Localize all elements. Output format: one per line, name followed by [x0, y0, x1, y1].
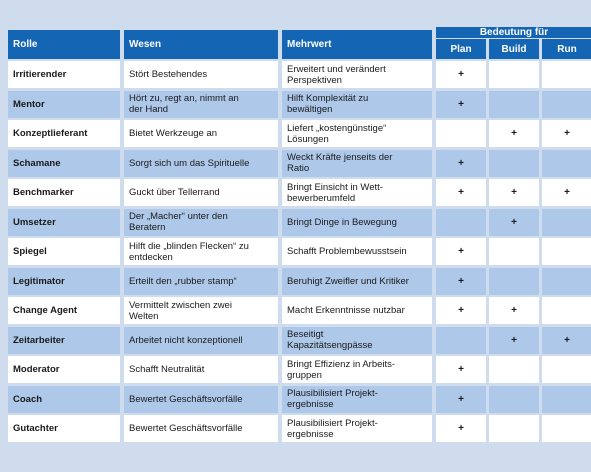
header-wesen: Wesen: [124, 30, 278, 59]
cell-plan-mark: +: [436, 91, 486, 118]
cell-rolle: Konzeptlieferant: [8, 120, 120, 147]
cell-build-mark: [489, 150, 539, 177]
cell-build-mark: +: [489, 327, 539, 354]
cell-build-mark: [489, 386, 539, 413]
header-plan: Plan: [436, 39, 486, 59]
cell-run-mark: [542, 415, 591, 442]
cell-plan-mark: +: [436, 386, 486, 413]
cell-plan-mark: +: [436, 356, 486, 383]
cell-plan-mark: +: [436, 179, 486, 206]
cell-rolle: Schamane: [8, 150, 120, 177]
cell-build-mark: +: [489, 120, 539, 147]
cell-rolle: Change Agent: [8, 297, 120, 324]
cell-build-mark: +: [489, 179, 539, 206]
cell-mehrwert: Bringt Einsicht in Wett- bewerberumfeld: [282, 179, 432, 206]
cell-rolle: Coach: [8, 386, 120, 413]
header-bedeutung: Bedeutung für: [436, 27, 591, 38]
cell-rolle: Zeitarbeiter: [8, 327, 120, 354]
cell-build-mark: [489, 61, 539, 88]
header-build: Build: [489, 39, 539, 59]
cell-plan-mark: [436, 120, 486, 147]
header-run: Run: [542, 39, 591, 59]
cell-wesen: Stört Bestehendes: [124, 61, 278, 88]
cell-rolle: Spiegel: [8, 238, 120, 265]
cell-rolle: Benchmarker: [8, 179, 120, 206]
cell-rolle: Legitimator: [8, 268, 120, 295]
cell-run-mark: [542, 238, 591, 265]
cell-mehrwert: Weckt Kräfte jenseits der Ratio: [282, 150, 432, 177]
cell-run-mark: +: [542, 327, 591, 354]
cell-mehrwert: Hilft Komplexität zu bewältigen: [282, 91, 432, 118]
cell-plan-mark: +: [436, 297, 486, 324]
cell-run-mark: +: [542, 179, 591, 206]
cell-rolle: Umsetzer: [8, 209, 120, 236]
cell-run-mark: [542, 209, 591, 236]
cell-plan-mark: +: [436, 415, 486, 442]
cell-mehrwert: Plausibilisiert Projekt- ergebnisse: [282, 415, 432, 442]
cell-wesen: Sorgt sich um das Spirituelle: [124, 150, 278, 177]
cell-wesen: Vermittelt zwischen zwei Welten: [124, 297, 278, 324]
cell-run-mark: [542, 356, 591, 383]
cell-rolle: Mentor: [8, 91, 120, 118]
cell-rolle: Gutachter: [8, 415, 120, 442]
cell-mehrwert: Macht Erkenntnisse nutzbar: [282, 297, 432, 324]
cell-mehrwert: Liefert „kostengünstige“ Lösungen: [282, 120, 432, 147]
cell-plan-mark: +: [436, 268, 486, 295]
cell-mehrwert: Bringt Effizienz in Arbeits- gruppen: [282, 356, 432, 383]
cell-plan-mark: [436, 209, 486, 236]
cell-run-mark: +: [542, 120, 591, 147]
cell-wesen: Bewertet Geschäftsvorfälle: [124, 386, 278, 413]
cell-wesen: Guckt über Tellerrand: [124, 179, 278, 206]
cell-wesen: Arbeitet nicht konzeptionell: [124, 327, 278, 354]
cell-rolle: Irritierender: [8, 61, 120, 88]
cell-build-mark: [489, 268, 539, 295]
cell-wesen: Bietet Werkzeuge an: [124, 120, 278, 147]
cell-mehrwert: Erweitert und verändert Perspektiven: [282, 61, 432, 88]
cell-wesen: Hört zu, regt an, nimmt an der Hand: [124, 91, 278, 118]
cell-run-mark: [542, 297, 591, 324]
cell-build-mark: [489, 356, 539, 383]
cell-build-mark: [489, 91, 539, 118]
cell-wesen: Der „Macher“ unter den Beratern: [124, 209, 278, 236]
cell-plan-mark: +: [436, 61, 486, 88]
cell-mehrwert: Plausibilisiert Projekt- ergebnisse: [282, 386, 432, 413]
cell-build-mark: [489, 415, 539, 442]
cell-build-mark: [489, 238, 539, 265]
cell-run-mark: [542, 61, 591, 88]
cell-wesen: Bewertet Geschäftsvorfälle: [124, 415, 278, 442]
cell-mehrwert: Beseitigt Kapazitätsengpässe: [282, 327, 432, 354]
cell-mehrwert: Schafft Problembewusstsein: [282, 238, 432, 265]
cell-build-mark: +: [489, 297, 539, 324]
cell-mehrwert: Beruhigt Zweifler und Kritiker: [282, 268, 432, 295]
cell-run-mark: [542, 386, 591, 413]
cell-run-mark: [542, 91, 591, 118]
cell-wesen: Hilft die „blinden Flecken“ zu entdecken: [124, 238, 278, 265]
cell-rolle: Moderator: [8, 356, 120, 383]
header-mehrwert: Mehrwert: [282, 30, 432, 59]
cell-wesen: Schafft Neutralität: [124, 356, 278, 383]
cell-run-mark: [542, 268, 591, 295]
cell-run-mark: [542, 150, 591, 177]
cell-plan-mark: +: [436, 150, 486, 177]
cell-build-mark: +: [489, 209, 539, 236]
cell-wesen: Erteilt den „rubber stamp“: [124, 268, 278, 295]
header-rolle: Rolle: [8, 30, 120, 59]
cell-plan-mark: [436, 327, 486, 354]
cell-mehrwert: Bringt Dinge in Bewegung: [282, 209, 432, 236]
cell-plan-mark: +: [436, 238, 486, 265]
